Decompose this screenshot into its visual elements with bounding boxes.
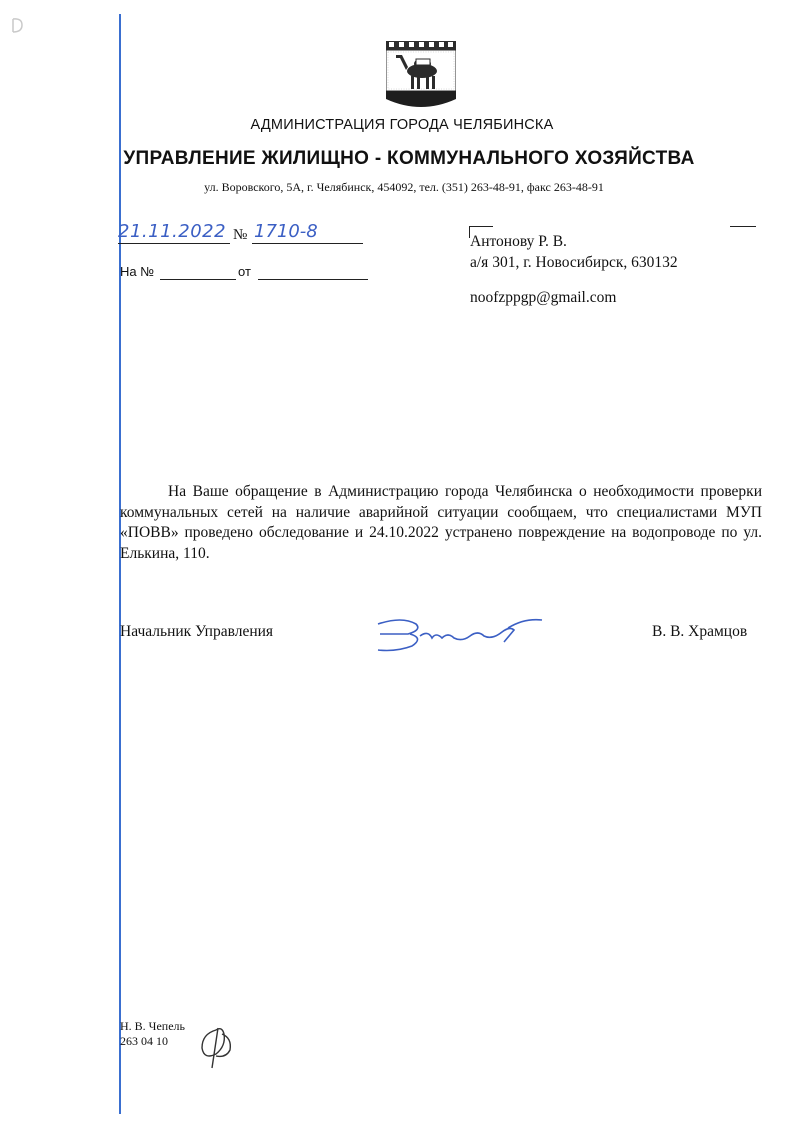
- department-title: УПРАВЛЕНИЕ ЖИЛИЩНО - КОММУНАЛЬНОГО ХОЗЯЙСТВА: [123, 148, 695, 169]
- executor-phone: 263 04 10: [120, 1034, 168, 1048]
- reference-date-label: от: [238, 264, 251, 279]
- recipient-block: [470, 231, 678, 273]
- department-address: ул. Воровского, 5А, г. Челябинск, 454092, тел. (351) 263-48-91, факс 263-48-91: [204, 180, 604, 194]
- handwritten-signature: [372, 612, 548, 658]
- recipient-address: а/я 301, г. Новосибирск, 630132: [470, 254, 678, 271]
- outgoing-date: 21.11.2022: [118, 221, 227, 242]
- reference-number-underline: [160, 279, 236, 280]
- chelyabinsk-camel-emblem-icon: [386, 41, 456, 111]
- signatory-position: Начальник Управления: [120, 623, 274, 640]
- reference-number-label: На №: [120, 264, 155, 279]
- handwritten-initials: [196, 1024, 238, 1072]
- recipient-corner-top: [469, 226, 493, 227]
- date-underline: [118, 243, 230, 244]
- corner-mark-icon: [10, 16, 32, 36]
- margin-line: [119, 14, 121, 1114]
- number-underline: [252, 243, 363, 244]
- reference-date-underline: [258, 279, 368, 280]
- recipient-email: noofzppgp@gmail.com: [470, 289, 617, 306]
- executor-name: Н. В. Чепель: [120, 1019, 186, 1033]
- outgoing-number-label: №: [233, 227, 248, 243]
- outgoing-number: 1710-8: [254, 221, 318, 242]
- administration-title: АДМИНИСТРАЦИЯ ГОРОДА ЧЕЛЯБИНСКА: [250, 117, 554, 133]
- executor-block: [120, 1019, 185, 1049]
- signatory-name: В. В. Храмцов: [652, 623, 748, 640]
- letter-body: На Ваше обращение в Администрацию города Челябинска о необходимости проверки коммунальных сетей на наличие аварийной ситуации сообщаем, что специалистами МУП «ПОВВ» проведено обследование и 24.10.2022 устранено повреждение на водопроводе по ул. Елькина, 110.: [120, 483, 762, 562]
- recipient-name: Антонову Р. В.: [470, 233, 567, 250]
- recipient-corner-right: [730, 226, 756, 227]
